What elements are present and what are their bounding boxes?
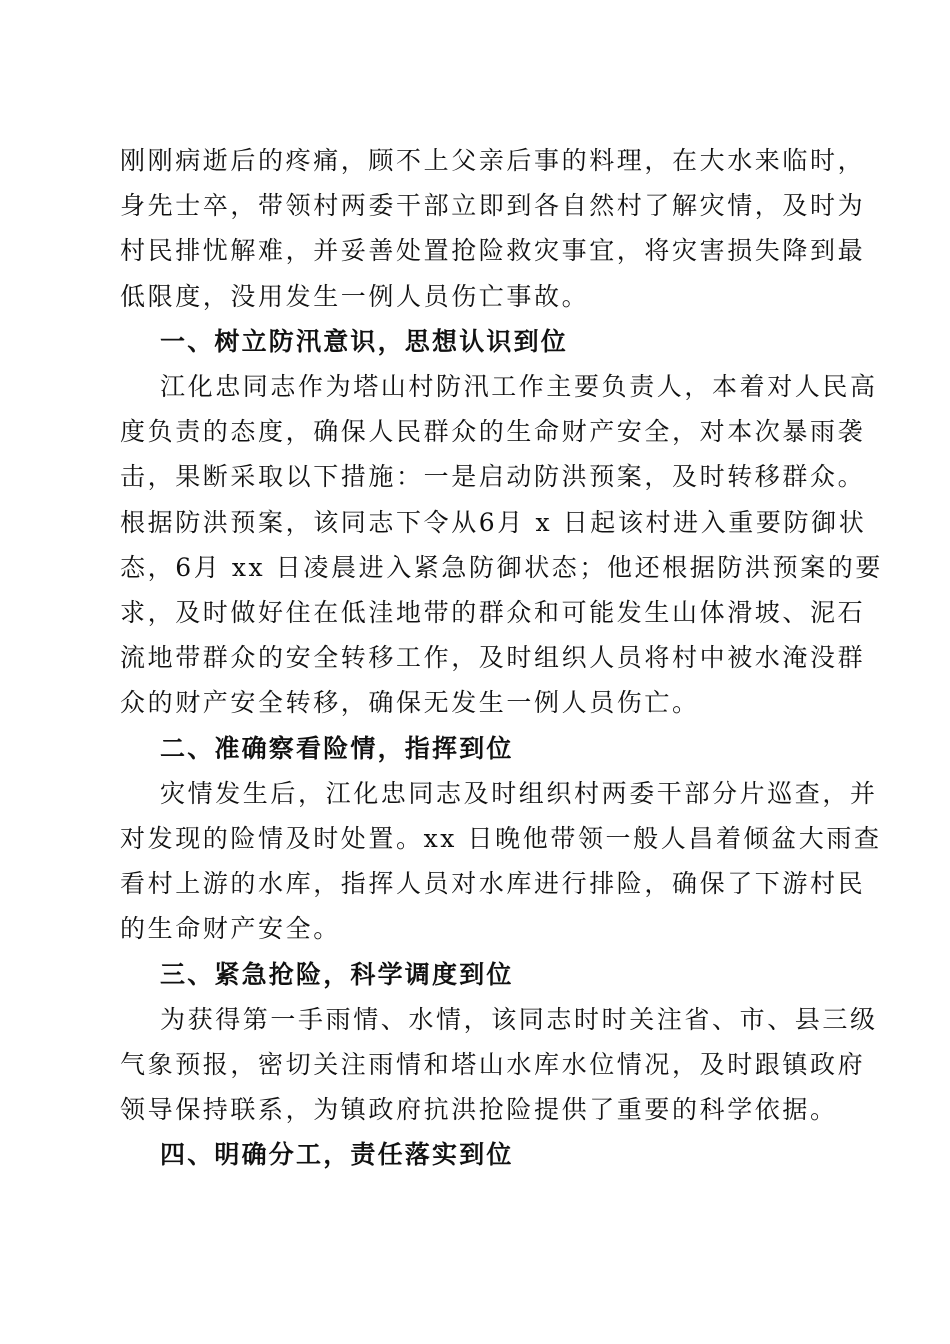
section-2-paragraph [120, 771, 882, 952]
intro-paragraph [120, 138, 866, 319]
document-body [120, 138, 883, 1178]
text-line: 求，及时做好住在低洼地带的群众和可能发生山体滑坡、泥石 [120, 598, 866, 628]
section-heading-1: 一、树立防汛意识，思想认识到位 [160, 326, 569, 356]
text-line: 刚刚病逝后的疼痛，顾不上父亲后事的料理，在大水来临时， [120, 146, 866, 175]
text-line: 的生命财产安全。 [120, 914, 341, 944]
text-line: 领导保持联系，为镇政府抗洪抢险提供了重要的科学依据。 [120, 1095, 838, 1125]
section-heading-4: 四、明确分工，责任落实到位 [160, 1140, 514, 1170]
text-line: 低限度，没用发生一例人员伤亡事故。 [120, 281, 590, 311]
section-3-paragraph [120, 997, 878, 1133]
section-heading-2: 二、准确察看险情，指挥到位 [160, 733, 514, 763]
text-line: 根据防洪预案，该同志下令从6月 x 日起该村进入重要防御状 [120, 507, 867, 537]
text-line: 灾情发生后，江化忠同志及时组织村两委干部分片巡查，并 [160, 778, 878, 808]
text-line: 江化忠同志作为塔山村防汛工作主要负责人，本着对人民高 [160, 372, 878, 402]
text-line: 度负责的态度，确保人民群众的生命财产安全，对本次暴雨袭 [120, 417, 866, 447]
text-line: 对发现的险情及时处置。xx 日晚他带领一般人昌着倾盆大雨查 [120, 824, 882, 854]
text-line: 村民排忧解难，并妥善处置抢险救灾事宜，将灾害损失降到最 [120, 236, 866, 266]
text-line: 击，果断采取以下措施：一是启动防洪预案，及时转移群众。 [120, 462, 866, 492]
section-heading-3: 三、紧急抢险，科学调度到位 [160, 959, 514, 989]
text-line: 态，6月 xx 日凌晨进入紧急防御状态；他还根据防洪预案的要 [120, 552, 883, 582]
text-line: 看村上游的水库，指挥人员对水库进行排险，确保了下游村民 [120, 869, 866, 899]
text-line: 流地带群众的安全转移工作，及时组织人员将村中被水淹没群 [120, 643, 866, 673]
text-line: 身先士卒，带领村两委干部立即到各自然村了解灾情，及时为 [120, 191, 866, 221]
section-1-paragraph [120, 364, 883, 726]
text-line: 众的财产安全转移，确保无发生一例人员伤亡。 [120, 688, 700, 718]
text-line: 气象预报，密切关注雨情和塔山水库水位情况，及时跟镇政府 [120, 1050, 866, 1080]
text-line: 为获得第一手雨情、水情，该同志时时关注省、市、县三级 [160, 1004, 878, 1034]
